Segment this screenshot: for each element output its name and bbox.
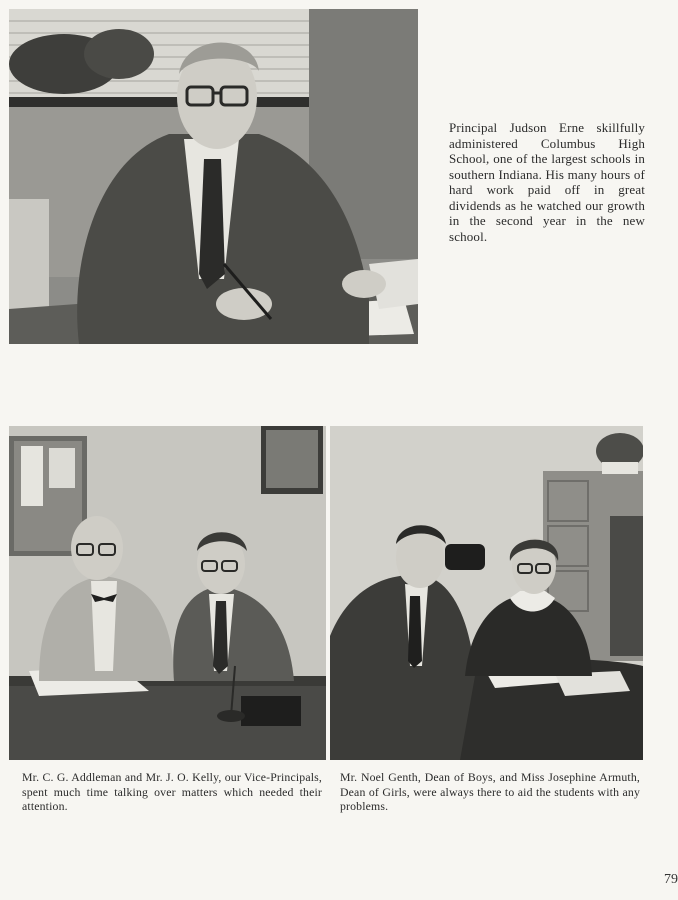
principal-caption: Principal Judson Erne skillfully administered Columbus High School, one of the largest schools in southern Indiana. His many hours of hard work paid off in great dividends as he watched our growth in the second year in the new school. [449, 120, 645, 244]
deans-photo [330, 426, 643, 760]
vice-principals-caption: Mr. C. G. Addleman and Mr. J. O. Kelly, our Vice-Principals, spent much time talking over matters which needed their attention. [22, 770, 322, 814]
page-number: 79 [664, 872, 678, 887]
deans-caption: Mr. Noel Genth, Dean of Boys, and Miss Josephine Armuth, Dean of Girls, were always there to aid the students with any problems. [340, 770, 640, 814]
vice-principals-photo [9, 426, 326, 760]
principal-photo [9, 9, 418, 344]
